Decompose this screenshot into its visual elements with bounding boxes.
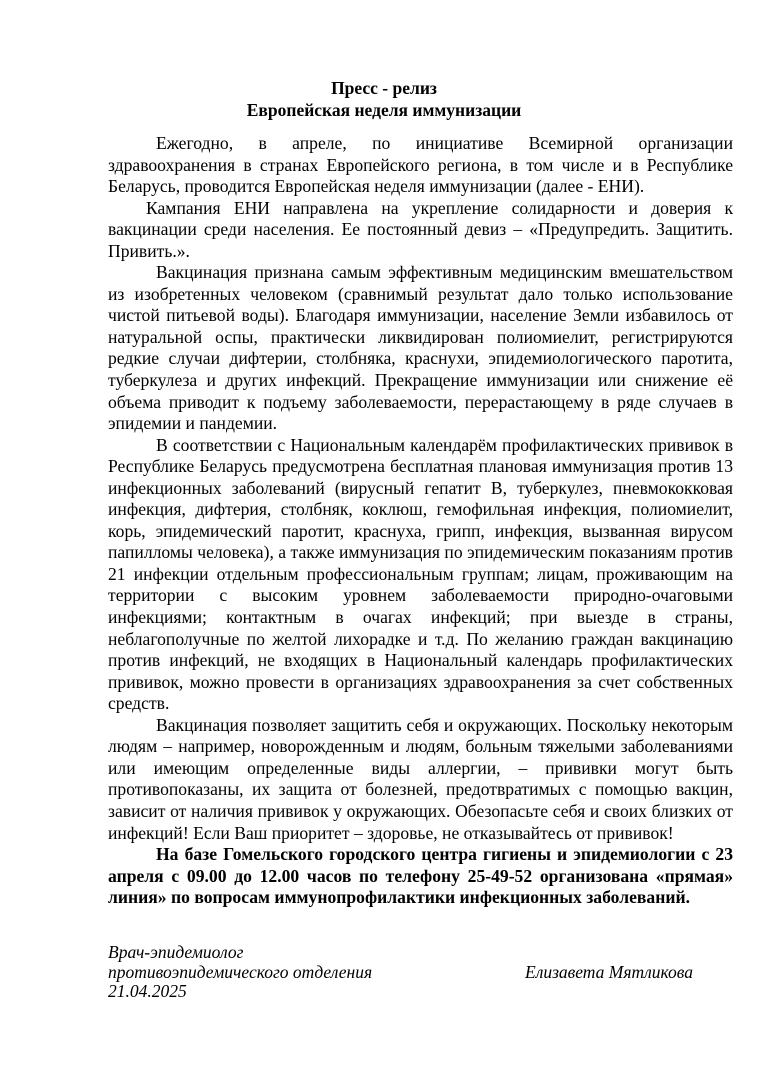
paragraph-campaign: Кампания ЕНИ направлена на укрепление солидарности и доверия к вакцинации среди населения. Ее постоянный девиз – «Предупредить. Защитить. Привить.».: [108, 197, 733, 261]
paragraph-protection: Вакцинация позволяет защитить себя и окружающих. Поскольку некоторым людям – например, новорожденным и людям, больным тяжелыми заболеваниями или имеющим определенные виды аллергии, – прививки могут быть противопоказаны, их защита от болезней, предотвратимых с помощью вакцин, зависит от наличия прививок у окружающих. Обезопасьте себя и своих близких от инфекций! Если Ваш приоритет – здоровье, не отказывайтесь от прививок!: [108, 714, 733, 843]
paragraph-intro: Ежегодно, в апреле, по инициативе Всемирной организации здравоохранения в странах Европейского региона, в том числе и в Республике Беларусь, проводится Европейская неделя иммунизации (далее - ЕНИ).: [108, 133, 733, 197]
paragraph-national-calendar: В соответствии с Национальным календарём профилактических прививок в Республике Беларусь предусмотрена бесплатная плановая иммунизация против 13 инфекционных заболеваний (вирусный гепатит В, туберкулез, пневмококковая инфекция, дифтерия, столбняк, коклюш, гемофильная инфекция, полиомиелит, корь, эпидемический паротит, краснуха, грипп, инфекция, вызванная вирусом папилломы человека), а также иммунизация по эпидемическим показаниям против 21 инфекции отдельным профессиональным группам; лицам, проживающим на территории с высоким уровнем заболеваемости природно-очаговыми инфекциями; контактным в очагах инфекций; при выезде в страны, неблагополучные по желтой лихорадке и т.д. По желанию граждан вакцинацию против инфекций, не входящих в Национальный календарь профилактических прививок, можно провести в организациях здравоохранения за счет собственных средств.: [108, 434, 733, 714]
document-subtitle: Европейская неделя иммунизации: [246, 100, 522, 120]
paragraph-vaccination-effectiveness: Вакцинация признана самым эффективным медицинским вмешательством из изобретенных человеком (сравнимый результат дало только использование чистой питьевой воды). Благодаря иммунизации, население Земли избавилось от натуральной оспы, практически ликвидирован полиомиелит, регистрируются редкие случаи дифтерии, столбняка, краснухи, эпидемиологического паротита, туберкулеза и других инфекций. Прекращение иммунизации или снижение её объема приводит к подъему заболеваемости, перерастающему в ряде случаев в эпидемии и пандемии.: [108, 262, 733, 434]
document-body: [108, 133, 733, 909]
signature-name: Елизавета Мятликова: [525, 961, 693, 982]
signature-date: 21.04.2025: [108, 981, 187, 1001]
signature-position-line1: Врач-эпидемиолог: [108, 942, 244, 962]
paragraph-hotline: На базе Гомельского городского центра гигиены и эпидемиологии с 23 апреля с 09.00 до 12.00 часов по телефону 25-49-52 организована «прямая» линия» по вопросам иммунопрофилактики инфекционных заболеваний.: [108, 844, 733, 908]
signature-block: [108, 943, 733, 1002]
signature-position-line2: противоэпидемического отделения: [108, 961, 373, 982]
document-title: Пресс - релиз: [331, 78, 437, 98]
